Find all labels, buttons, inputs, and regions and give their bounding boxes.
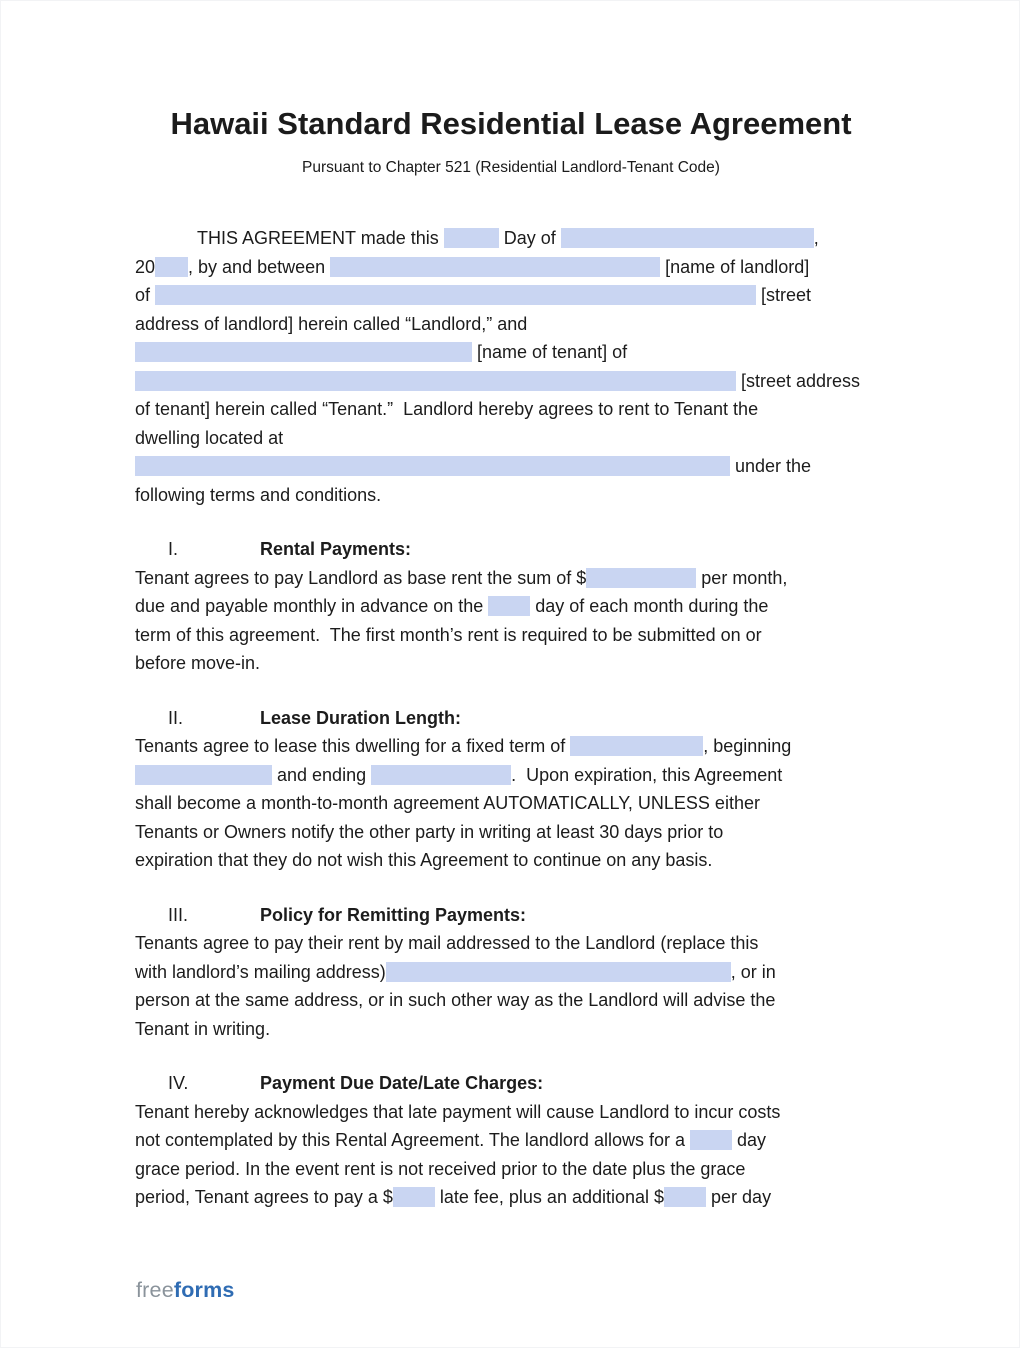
blank-field[interactable] — [561, 228, 814, 248]
text-run: shall become a month-to-month agreement AUTOMATICALLY, UNLESS either — [135, 793, 760, 813]
agreement-section — [135, 535, 887, 678]
paragraph-line — [135, 253, 887, 282]
text-run: [name of landlord] — [660, 256, 810, 277]
text-run: per day — [706, 1187, 772, 1207]
section-title: Policy for Remitting Payments: — [260, 904, 527, 925]
freeforms-logo — [136, 1278, 235, 1302]
paragraph-line — [135, 452, 887, 481]
text-run: 20 — [135, 256, 156, 277]
paragraph-line — [135, 224, 887, 253]
section-heading — [135, 901, 887, 930]
text-run: Day of — [498, 228, 561, 248]
paragraph-line — [135, 395, 887, 424]
blank-field[interactable] — [135, 765, 272, 785]
text-run: Tenant in writing. — [135, 1018, 271, 1039]
blank-field[interactable] — [586, 568, 696, 588]
paragraph-line — [135, 481, 887, 510]
section-heading — [135, 535, 887, 564]
text-run: [street — [756, 285, 812, 305]
text-run: , beginning — [703, 736, 792, 756]
agreement-section — [135, 1069, 887, 1212]
section-number: III. — [168, 904, 189, 925]
document-content — [135, 102, 887, 1212]
blank-field[interactable] — [155, 285, 756, 305]
text-run: late fee, plus an additional $ — [434, 1187, 665, 1207]
section-title: Payment Due Date/Late Charges: — [260, 1073, 544, 1093]
blank-field[interactable] — [690, 1130, 732, 1150]
paragraph-line — [135, 592, 887, 621]
text-run: Tenant hereby acknowledges that late payment will cause Landlord to incur costs — [135, 1101, 781, 1122]
blank-field[interactable] — [386, 962, 731, 982]
text-run: with landlord’s mailing address) — [135, 961, 386, 982]
section-number: II. — [168, 707, 184, 728]
paragraph-line — [135, 564, 887, 593]
paragraph-line — [135, 1098, 887, 1127]
text-run: following terms and conditions. — [135, 484, 382, 505]
blank-field[interactable] — [135, 342, 472, 362]
blank-field[interactable] — [488, 596, 530, 616]
text-run: Tenants agree to pay their rent by mail addressed to the Landlord (replace this — [135, 933, 759, 953]
agreement-section — [135, 704, 887, 875]
paragraph-line — [135, 649, 887, 678]
page-title: Hawaii Standard Residential Lease Agreement — [170, 106, 852, 141]
paragraph-line — [135, 281, 887, 310]
text-run: Tenants or Owners notify the other party in writing at least 30 days prior to — [135, 821, 724, 842]
paragraph-line — [135, 367, 887, 396]
text-run: before move-in. — [135, 653, 261, 673]
paragraph-line — [135, 929, 887, 958]
section-number: IV. — [168, 1073, 189, 1093]
text-run: Tenants agree to lease this dwelling for a fixed term of — [135, 736, 571, 756]
blank-field[interactable] — [444, 228, 499, 248]
text-run: [name of tenant] of — [472, 342, 628, 362]
text-run: term of this agreement. The first month’s rent is required to be submitted on or — [135, 624, 762, 645]
text-run: person at the same address, or in such other way as the Landlord will advise the — [135, 990, 776, 1010]
paragraph-line — [135, 310, 887, 339]
text-run: Tenant agrees to pay Landlord as base rent the sum of $ — [135, 567, 587, 588]
paragraph-line — [135, 338, 887, 367]
blank-field[interactable] — [570, 736, 703, 756]
paragraph-line — [135, 1015, 887, 1044]
blank-field[interactable] — [393, 1187, 435, 1207]
intro-paragraph — [135, 224, 887, 509]
sections-container — [135, 535, 887, 1212]
text-run: , by and between — [188, 256, 331, 277]
text-run: and ending — [272, 764, 372, 785]
paragraph-line — [135, 1126, 887, 1155]
section-title: Rental Payments: — [260, 539, 412, 559]
text-run: day of each month during the — [530, 596, 769, 616]
blank-field[interactable] — [135, 371, 736, 391]
text-run: not contemplated by this Rental Agreement. The landlord allows for a — [135, 1130, 690, 1150]
paragraph-line — [135, 818, 887, 847]
blank-field[interactable] — [330, 257, 660, 277]
paragraph-line — [135, 732, 887, 761]
paragraph-line — [135, 1155, 887, 1184]
paragraph-line — [135, 621, 887, 650]
blank-field[interactable] — [135, 456, 730, 476]
paragraph-line — [135, 424, 887, 453]
blank-field[interactable] — [155, 257, 188, 277]
text-run: expiration that they do not wish this Agreement to continue on any basis. — [135, 850, 713, 870]
paragraph-line — [135, 761, 887, 790]
text-run: per month, — [696, 567, 788, 588]
text-run: grace period. In the event rent is not received prior to the date plus the grace — [135, 1158, 746, 1179]
paragraph-line — [135, 789, 887, 818]
text-run: of — [135, 285, 156, 305]
text-run: of tenant] herein called “Tenant.” Landlord hereby agrees to rent to Tenant the — [135, 399, 759, 419]
text-run: . Upon expiration, this Agreement — [511, 764, 783, 785]
logo-forms-text: forms — [173, 1278, 235, 1302]
text-run: day — [732, 1130, 767, 1150]
paragraph-line — [135, 958, 887, 987]
text-run: under the — [730, 456, 812, 476]
paragraph-line — [135, 1183, 887, 1212]
text-run: THIS AGREEMENT made this — [197, 228, 444, 248]
text-run: due and payable monthly in advance on the — [135, 596, 489, 616]
section-heading — [135, 704, 887, 733]
section-number: I. — [168, 539, 179, 559]
text-run: , or in — [730, 961, 776, 982]
paragraph-line — [135, 846, 887, 875]
text-run: address of landlord] herein called “Landlord,” and — [135, 313, 528, 334]
blank-field[interactable] — [664, 1187, 706, 1207]
section-title: Lease Duration Length: — [260, 707, 462, 728]
text-run: period, Tenant agrees to pay a $ — [135, 1187, 393, 1207]
text-run: [street address — [736, 370, 861, 391]
paragraph-line — [135, 986, 887, 1015]
section-heading — [135, 1069, 887, 1098]
logo-free-text: free — [136, 1278, 174, 1302]
text-run: , — [813, 228, 819, 248]
page-subtitle: Pursuant to Chapter 521 (Residential Landlord-Tenant Code) — [302, 159, 720, 176]
agreement-section — [135, 901, 887, 1044]
text-run: dwelling located at — [135, 427, 284, 448]
blank-field[interactable] — [371, 765, 511, 785]
